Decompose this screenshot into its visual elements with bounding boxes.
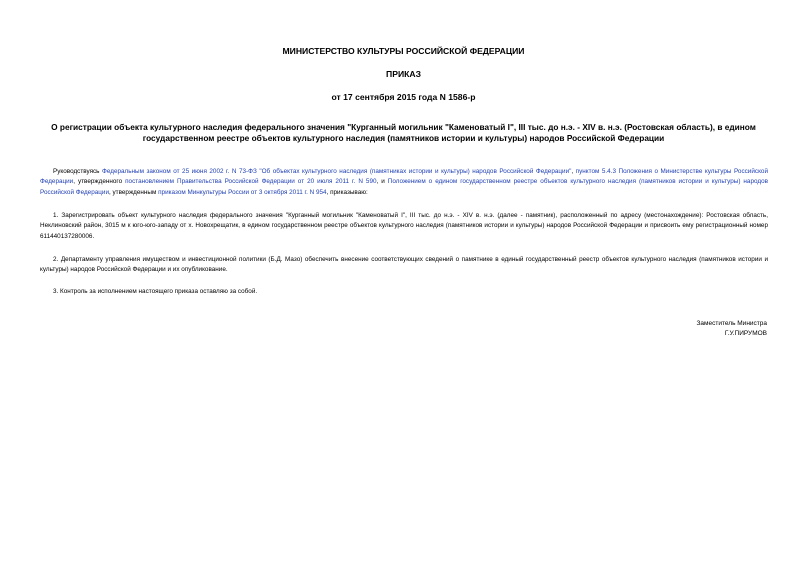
preamble-text: , и (376, 178, 388, 186)
link-federal-law[interactable]: Федеральным законом от 25 июня 2002 г. N 73-ФЗ "Об объектах культурного наследия (памятниках истории и культуры) народов Российской Федерации" (102, 168, 572, 175)
preamble-text: , утвержденного (73, 178, 126, 186)
preamble-text: , приказываю: (326, 188, 368, 196)
item-2-paragraph: 2. Департаменту управления имуществом и инвестиционной политики (Б.Д. Мазо) обеспечить внесение соответствующих сведений о памятнике в единый государственный реестр объектов культурного наследия (памятников истории и культуры) народов Российской Федерации и их опубликование. (40, 256, 768, 274)
preamble-text: , (571, 168, 576, 175)
link-ministry-regulation[interactable]: пунктом 5.4.3 Положения о Министерстве культуры Российской Федерации (40, 168, 768, 186)
preamble-paragraph (40, 167, 768, 198)
item-3-paragraph: 3. Контроль за исполнением настоящего приказа оставляю за собой. (53, 288, 258, 295)
doc-type: ПРИКАЗ (386, 69, 421, 79)
link-ministry-order[interactable]: приказом Минкультуры России от 3 октября 2011 г. N 954 (158, 188, 327, 196)
signature-position: Заместитель Министра (696, 320, 767, 327)
item-1-paragraph: 1. Зарегистрировать объект культурного наследия федерального значения "Курганный могильник "Каменоватый I", III тыс. до н.э. - XIV в. н.э. (далее - памятник), расположенный по адресу (местонахождение): Ростовская область, Неклиновский район, 3015 м к юго-юго-западу от х. Новохрещатик, в едином государственном реестре объектов культурного наследия (памятников истории и культуры) народов Российской Федерации и присвоить ему регистрационный номер 611440137280006. (40, 212, 768, 240)
signature-name: Г.У.ПИРУМОВ (724, 330, 767, 337)
preamble-text: , утвержденным (108, 188, 159, 196)
doc-date-number: от 17 сентября 2015 года N 1586-р (331, 92, 476, 102)
ministry-title: МИНИСТЕРСТВО КУЛЬТУРЫ РОССИЙСКОЙ ФЕДЕРАЦИИ (282, 46, 525, 56)
doc-subject: О регистрации объекта культурного наследия федерального значения "Курганный могильник "Каменоватый I", III тыс. до н.э. - XIV в. н.э. (Ростовская область), в едином государственном реестре объектов культурного наследия (памятников истории и культуры) народов Российской Федерации (51, 122, 756, 143)
preamble-text: Руководствуясь (53, 168, 103, 175)
link-government-decree[interactable]: постановлением Правительства Российской Федерации от 20 июля 2011 г. N 590 (125, 178, 377, 186)
link-registry-regulation[interactable]: Положением о едином государственном реестре объектов культурного наследия (памятников истории и культуры) народов Российской Федерации (40, 178, 768, 196)
